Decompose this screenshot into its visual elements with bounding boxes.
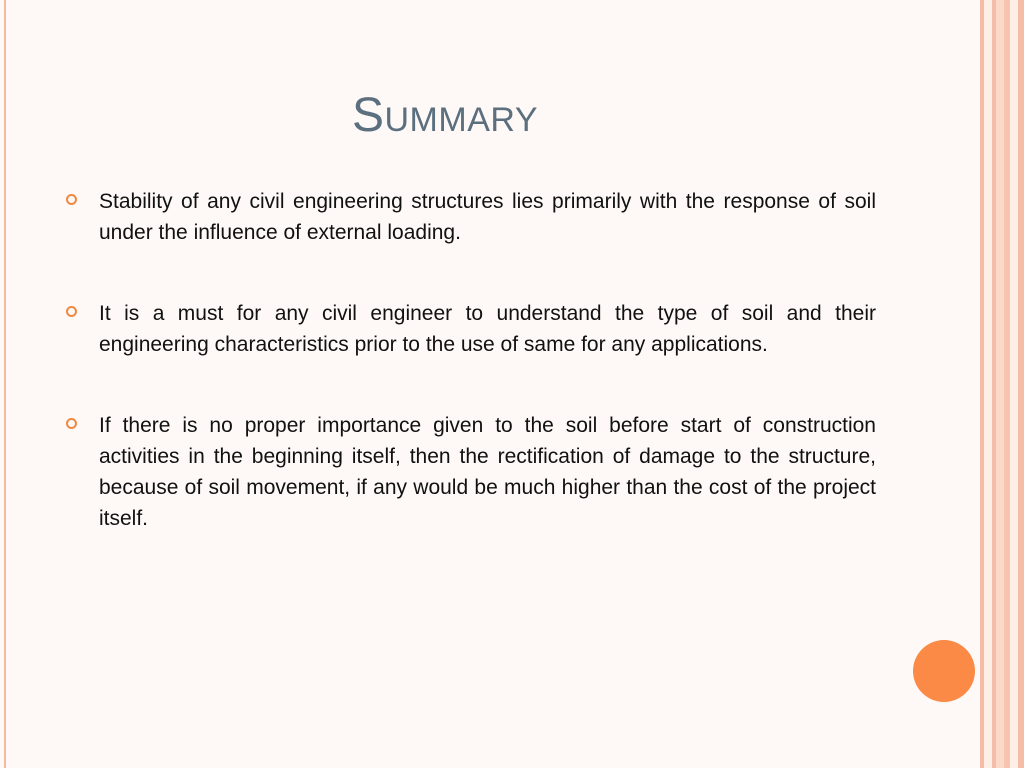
stripe [1018,0,1024,768]
right-decorative-stripes [980,0,1024,768]
slide-title: Summary [351,89,538,142]
orange-circle-decoration-icon [913,640,975,702]
hollow-circle-bullet-icon [66,306,77,317]
bullet-list [64,186,876,584]
stripe [996,0,1004,768]
bullet-text: Stability of any civil engineering structures lies primarily with the response of soil under the influence of external loading. [99,190,876,244]
stripe [1010,0,1018,768]
bullet-item [64,186,876,248]
bullet-text: It is a must for any civil engineer to understand the type of soil and their engineering characteristics prior to the use of same for any applications. [99,302,876,356]
hollow-circle-bullet-icon [66,194,77,205]
bullet-item [64,298,876,360]
bullet-text: If there is no proper importance given to the soil before start of construction activities in the beginning itself, then the rectification of damage to the structure, because of soil movement, if any would be much higher than the cost of the project itself. [99,414,876,530]
hollow-circle-bullet-icon [66,418,77,429]
stripe [984,0,992,768]
bullet-item [64,410,876,534]
